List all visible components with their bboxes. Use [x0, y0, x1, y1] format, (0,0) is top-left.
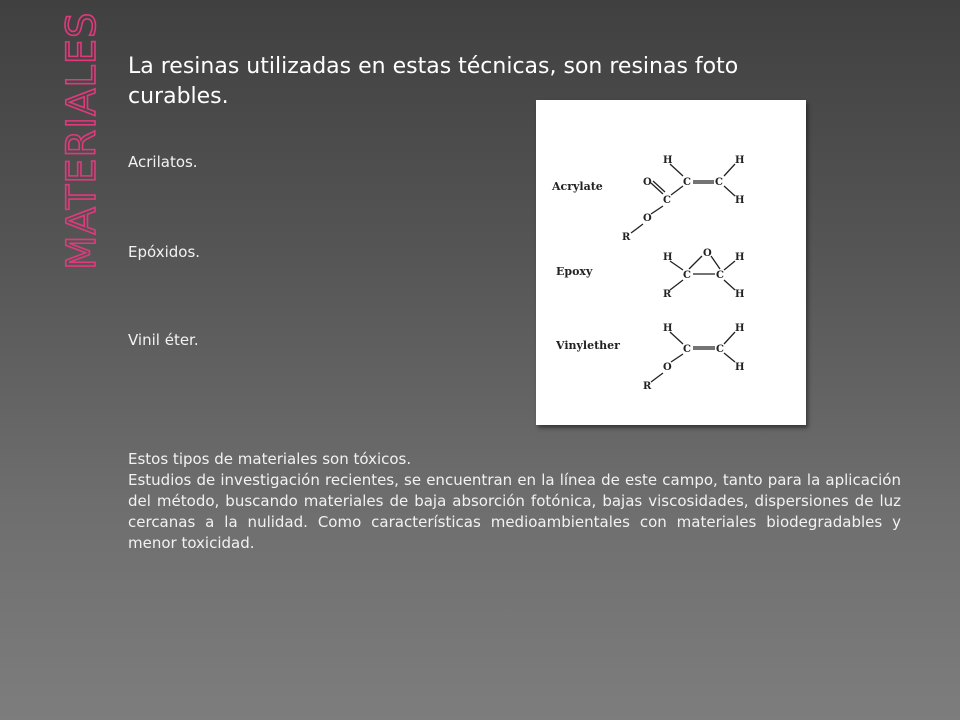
vinyl-h3: H: [735, 362, 745, 373]
acrylate-r: R: [622, 232, 631, 243]
vinylether-structure: [555, 323, 744, 392]
slide-heading: La resinas utilizadas en estas técnicas, son resinas foto curables.: [128, 54, 739, 109]
body-line-toxic: Estos tipos de materiales son tóxicos.: [128, 450, 412, 468]
vinyl-h2: H: [735, 323, 745, 334]
epoxy-o: O: [703, 248, 712, 259]
acrylate-c2: C: [715, 177, 723, 188]
vinylether-label: Vinylether: [556, 339, 620, 352]
body-text: [128, 449, 901, 554]
epoxy-c2: C: [716, 270, 724, 281]
acrylate-h2: H: [735, 155, 745, 166]
acrylate-h1: H: [663, 155, 673, 166]
acrylate-o2: O: [643, 213, 652, 224]
chemical-structures-figure: [536, 100, 806, 425]
epoxy-c1: C: [683, 270, 691, 281]
vinyl-r: R: [643, 381, 652, 392]
item-epoxidos: Epóxidos.: [128, 243, 201, 261]
vinyl-o: O: [663, 362, 672, 373]
acrylate-h3: H: [735, 195, 745, 206]
acrylate-o1: O: [643, 177, 652, 188]
vinyl-c2: C: [716, 344, 724, 355]
epoxy-h1: H: [663, 252, 673, 263]
acrylate-c3: C: [663, 195, 671, 206]
epoxy-h3: H: [735, 289, 745, 300]
epoxy-h2: H: [735, 252, 745, 263]
body-paragraph: Estudios de investigación recientes, se encuentran en la línea de este campo, tanto para la aplicación del método, buscando materiales de baja absorción fotónica, bajas viscosidades, dispersiones de luz cercanas a la nulidad. Como características medioambientales con materiales biodegradables y menor toxicidad.: [128, 471, 901, 552]
vinyl-c1: C: [683, 344, 691, 355]
epoxy-label: Epoxy: [556, 265, 593, 278]
item-acrilatos: Acrilatos.: [128, 153, 198, 171]
epoxy-r: R: [663, 289, 672, 300]
item-vinil-eter: Vinil éter.: [128, 331, 199, 349]
vinyl-h1: H: [663, 323, 673, 334]
structures-svg: [536, 100, 806, 425]
acrylate-structure: [551, 155, 744, 243]
vertical-slide-title: MATERIALES: [59, 11, 105, 270]
acrylate-c1: C: [683, 177, 691, 188]
acrylate-label: Acrylate: [552, 180, 603, 193]
epoxy-structure: [556, 248, 744, 300]
